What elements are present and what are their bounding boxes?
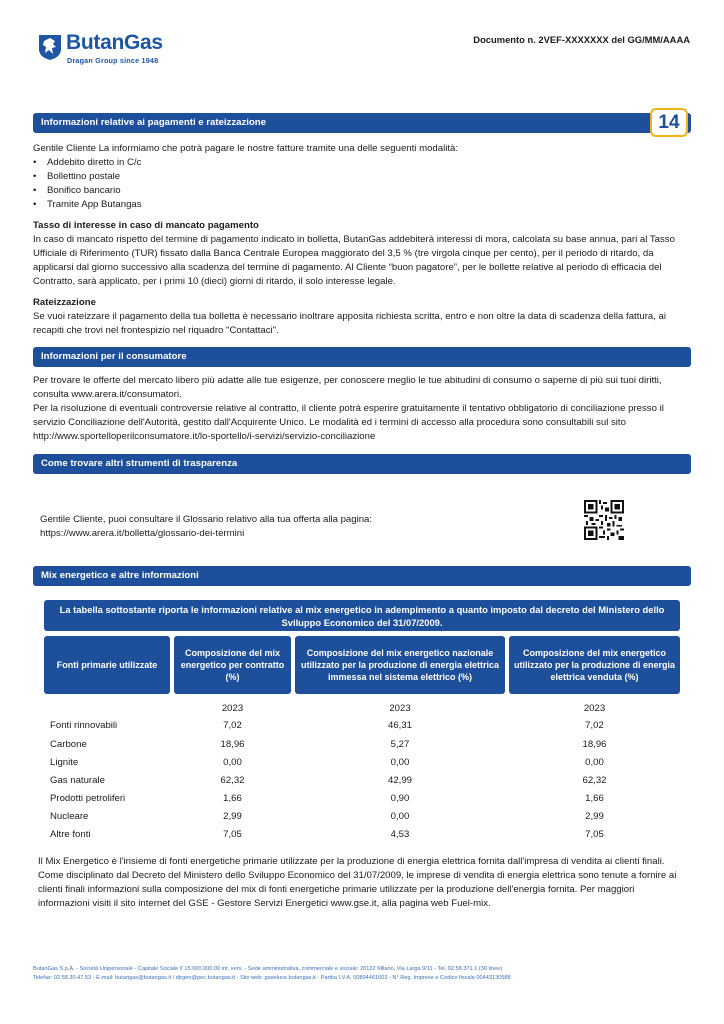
column-header-contract-mix: Composizione del mix energetico per contratto (%)	[174, 636, 291, 694]
interest-heading: Tasso di interesse in caso di mancato pagamento	[33, 220, 259, 231]
row-source: Altre fonti	[50, 829, 91, 840]
row-value: 7,05	[585, 829, 604, 840]
page-number-badge: 14	[650, 108, 688, 137]
consumer-text-1: Per trovare le offerte del mercato libero più adatte alle tue esigenze, per conoscere meglio le tue abitudini di consumo o saperne di più sui tuoi diritti, consulta www.arera.it/consumatori.	[33, 375, 662, 400]
row-value: 0,00	[585, 757, 604, 768]
installment-heading: Rateizzazione	[33, 297, 96, 308]
row-value: 2,99	[585, 811, 604, 822]
list-item: • Tramite App Butangas	[33, 199, 142, 210]
row-source: Carbone	[50, 739, 87, 750]
glossary-text: Gentile Cliente, puoi consultare il Glossario relativo alla tua offerta alla pagina:	[40, 514, 373, 525]
payments-section-header: Informazioni relative ai pagamenti e rateizzazione	[33, 113, 691, 133]
row-value: 18,96	[582, 739, 607, 750]
row-value: 1,66	[223, 793, 242, 804]
footer-line-1: ButanGas S.p.A. - Società Unipersonale - Capitale Sociale € 15.000.000,00 int. vers. - Sede amministrativa, commerciale e sociale: 20122 Milano, Via Larga 9/11 - Tel. 02.58.371.1 (30 linee)	[33, 966, 503, 972]
year-label: 2023	[389, 703, 411, 714]
transparency-section-header: Come trovare altri strumenti di trasparenza	[33, 454, 691, 474]
energy-mix-section-header: Mix energetico e altre informazioni	[33, 566, 691, 586]
row-value: 42,99	[387, 775, 412, 786]
payments-intro: Gentile Cliente La informiamo che potrà pagare le nostre fatture tramite una delle seguenti modalità:	[33, 143, 459, 154]
year-label: 2023	[221, 703, 244, 714]
row-value: 5,27	[390, 739, 410, 750]
glossary-link[interactable]: https://www.arera.it/bolletta/glossario-dei-termini	[40, 528, 245, 539]
row-value: 0,00	[223, 757, 242, 768]
row-source: Gas naturale	[50, 775, 105, 786]
griffin-flag-icon	[38, 33, 62, 61]
row-value: 7,02	[223, 720, 242, 731]
consumer-section-header: Informazioni per il consumatore	[33, 347, 691, 367]
row-source: Nucleare	[50, 811, 89, 822]
list-item: • Bonifico bancario	[33, 185, 121, 196]
row-value: 1,66	[585, 793, 604, 804]
row-value: 4,53	[390, 829, 410, 840]
year-label: 2023	[583, 703, 606, 714]
qr-code-icon	[584, 500, 624, 540]
consumer-text-2: Per la risoluzione di eventuali controversie relative al contratto, il cliente potrà esperire gratuitamente il tentativo obbligatorio di conciliazione presso il servizio Conciliazione dell'Autorità, gestito dall'Acquirente Unico. Le modalità ed i termini di accesso alla procedura sono consultabili sul sito http://www.sportelloperilconsumatore.it/lo-sportello/i-servizi/servizio-conciliazione	[33, 403, 664, 442]
column-header-national-mix: Composizione del mix energetico nazionale utilizzato per la produzione di energia elettrica immessa nel sistema elettrico (%)	[295, 636, 505, 694]
row-value: 18,96	[220, 739, 245, 750]
logo-tagline: Dragan Group since 1948	[67, 56, 159, 65]
logo-wordmark: ButanGas	[66, 31, 163, 54]
energy-mix-table-title: La tabella sottostante riporta le informazioni relative al mix energetico in adempimento a quanto imposto dal decreto del Ministero dello Sviluppo Economico del 31/07/2009.	[44, 600, 680, 631]
butangas-logo	[38, 30, 178, 70]
row-source: Lignite	[50, 757, 79, 768]
column-header-sold-mix: Composizione del mix energetico utilizzato per la produzione di energia elettrica venduta (%)	[509, 636, 680, 694]
row-value: 0,00	[390, 757, 410, 768]
row-value: 62,32	[220, 775, 245, 786]
row-value: 46,31	[387, 720, 412, 731]
list-item: • Addebito diretto in C/c	[33, 157, 142, 168]
row-value: 7,02	[585, 720, 604, 731]
energy-mix-note: Il Mix Energetico è l'insieme di fonti energetiche primarie utilizzate per la produzione di energia elettrica fornita dall'impresa di vendita ai clienti finali. Come disciplinato dal Decreto del Ministero dello Sviluppo Economico del 31/07/2009, le imprese di vendita di energia elettrica sono tenute a fornire ai clienti finali informazioni sulla composizione del mix di fonti energetiche primarie utilizzate per la produzione dell'energia fornita. Per maggiori informazioni visiti il sito internet del GSE - Gestore Servizi Energetici www.gse.it, alla pagina web Fuel-mix.	[38, 856, 677, 909]
row-value: 62,32	[582, 775, 607, 786]
row-value: 0,90	[390, 793, 410, 804]
document-number: Documento n. 2VEF-XXXXXXX del GG/MM/AAAA	[473, 34, 690, 45]
list-item: • Bollettino postale	[33, 171, 121, 182]
column-header-source: Fonti primarie utilizzate	[44, 636, 170, 694]
interest-text: In caso di mancato rispetto del termine di pagamento indicato in bolletta, ButanGas addebiterà interessi di mora, calcolata su base annua, pari al Tasso Ufficiale di Riferimento (TUR) fissato dalla Banca Centrale Europea maggiorato del 3,5 % (tre virgola cinque per cento), per il periodo di ritardo, da applicarsi dal giorno successivo alla scadenza del termine di pagamento. Al Cliente “buon pagatore”, per le bollette relative al periodo di efficacia del Contratto, sarà applicato, per i primi 10 (dieci) giorni di ritardo, il solo interesse legale.	[33, 234, 675, 287]
row-source: Prodotti petroliferi	[50, 793, 126, 804]
row-value: 2,99	[223, 811, 242, 822]
footer-line-2: Telefax: 02.58.30.47.53 - E-mail: butangas@butangas.it / dirgen@pec.butangas.it - Sito web: gaseluce.butangas.it - Partita I.V.A. 00894461003 - N° Reg. Imprese e Codice fiscale 00443130588	[33, 975, 511, 981]
installment-text: Se vuoi rateizzare il pagamento della tua bolletta è necessario inoltrare apposita richiesta scritta, entro e non oltre la data di scadenza della fattura, ai recapiti che trovi nel frontespizio nel riquadro "Contattaci".	[33, 311, 667, 336]
row-value: 0,00	[390, 811, 410, 822]
row-source: Fonti rinnovabili	[50, 720, 118, 731]
row-value: 7,05	[223, 829, 242, 840]
